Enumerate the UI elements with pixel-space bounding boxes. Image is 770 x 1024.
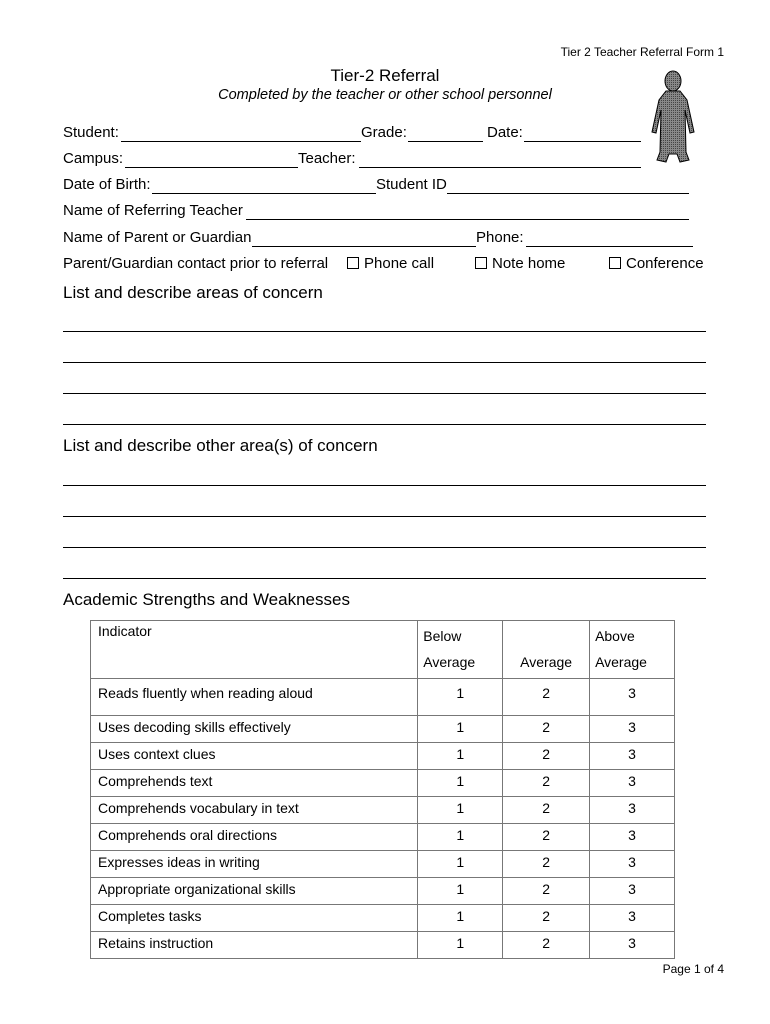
average-cell[interactable]: 2: [503, 824, 590, 851]
strengths-table: [90, 620, 675, 959]
referring-teacher-label: Name of Referring Teacher: [63, 202, 243, 219]
other-concerns-heading: List and describe other area(s) of concern: [63, 436, 378, 455]
concerns-line[interactable]: [63, 331, 706, 332]
other-concerns-line[interactable]: [63, 516, 706, 517]
checkbox-icon[interactable]: [347, 257, 359, 269]
table-row: [91, 743, 675, 770]
table-row: [91, 824, 675, 851]
referring-teacher-input[interactable]: [246, 219, 689, 220]
below-average-header: [418, 621, 503, 679]
note-home-option[interactable]: [475, 255, 565, 272]
student-input[interactable]: [121, 141, 361, 142]
checkbox-icon[interactable]: [609, 257, 621, 269]
indicator-cell: Comprehends vocabulary in text: [91, 797, 418, 824]
campus-label: Campus:: [63, 150, 124, 167]
form-label: Tier 2 Teacher Referral Form 1: [560, 45, 724, 59]
indicator-cell: Uses context clues: [91, 743, 418, 770]
above-average-cell[interactable]: 3: [590, 797, 675, 824]
page-subtitle: Completed by the teacher or other school personnel: [218, 87, 552, 103]
below-average-cell[interactable]: 1: [418, 797, 503, 824]
concerns-heading: List and describe areas of concern: [63, 283, 323, 302]
parent-input[interactable]: [252, 246, 476, 247]
above-average-cell[interactable]: 3: [590, 824, 675, 851]
page-number: Page 1 of 4: [662, 962, 724, 976]
table-row: [91, 797, 675, 824]
above-average-cell[interactable]: 3: [590, 878, 675, 905]
below-average-cell[interactable]: 1: [418, 716, 503, 743]
dob-input[interactable]: [152, 193, 376, 194]
date-input[interactable]: [524, 141, 641, 142]
concerns-line[interactable]: [63, 393, 706, 394]
referring-teacher-row: [63, 202, 706, 222]
below-average-cell[interactable]: 1: [418, 905, 503, 932]
average-cell[interactable]: 2: [503, 743, 590, 770]
table-row: [91, 770, 675, 797]
parent-row: [63, 229, 706, 249]
concerns-line[interactable]: [63, 424, 706, 425]
indicator-cell: Completes tasks: [91, 905, 418, 932]
indicator-cell: Retains instruction: [91, 932, 418, 959]
average-cell[interactable]: 2: [503, 679, 590, 716]
table-row: [91, 932, 675, 959]
above-average-cell[interactable]: 3: [590, 932, 675, 959]
campus-input[interactable]: [125, 167, 298, 168]
indicator-cell: Comprehends oral directions: [91, 824, 418, 851]
indicator-cell: Expresses ideas in writing: [91, 851, 418, 878]
table-row: [91, 716, 675, 743]
below-average-cell[interactable]: 1: [418, 878, 503, 905]
below-average-cell[interactable]: 1: [418, 824, 503, 851]
above-average-header: [590, 621, 675, 679]
above-average-cell[interactable]: 3: [590, 905, 675, 932]
indicator-header: Indicator: [91, 621, 418, 679]
below-average-cell[interactable]: 1: [418, 932, 503, 959]
average-cell[interactable]: 2: [503, 905, 590, 932]
other-concerns-line[interactable]: [63, 547, 706, 548]
other-concerns-line[interactable]: [63, 485, 706, 486]
student-id-input[interactable]: [447, 193, 689, 194]
indicator-cell: Reads fluently when reading aloud: [91, 679, 418, 716]
above-average-cell[interactable]: 3: [590, 679, 675, 716]
grade-label: Grade:: [361, 124, 407, 141]
contact-row: [63, 255, 713, 275]
indicator-cell: Appropriate organizational skills: [91, 878, 418, 905]
conference-option[interactable]: [609, 255, 704, 272]
average-cell[interactable]: 2: [503, 932, 590, 959]
phone-input[interactable]: [526, 246, 693, 247]
table-header-row: [91, 621, 675, 679]
grade-input[interactable]: [408, 141, 483, 142]
concerns-line[interactable]: [63, 362, 706, 363]
above-header-line1: Above: [595, 628, 635, 644]
dob-label: Date of Birth:: [63, 176, 151, 193]
dob-row: [63, 176, 706, 196]
student-row: [63, 124, 706, 144]
table-row: [91, 878, 675, 905]
page-title: Tier-2 Referral: [330, 66, 440, 85]
average-header: Average: [503, 621, 590, 679]
other-concerns-line[interactable]: [63, 578, 706, 579]
table-row: [91, 905, 675, 932]
average-cell[interactable]: 2: [503, 878, 590, 905]
teacher-label: Teacher:: [298, 150, 356, 167]
strengths-heading: Academic Strengths and Weaknesses: [63, 590, 350, 609]
phone-call-label: Phone call: [364, 255, 435, 272]
average-cell[interactable]: 2: [503, 797, 590, 824]
indicator-cell: Comprehends text: [91, 770, 418, 797]
table-row: [91, 851, 675, 878]
parent-label: Name of Parent or Guardian: [63, 229, 252, 246]
below-header-line2: Average: [423, 654, 476, 670]
contact-prior-label: Parent/Guardian contact prior to referral: [63, 255, 329, 272]
indicator-cell: Uses decoding skills effectively: [91, 716, 418, 743]
table-row: [91, 679, 675, 716]
below-average-cell[interactable]: 1: [418, 770, 503, 797]
above-average-cell[interactable]: 3: [590, 743, 675, 770]
checkbox-icon[interactable]: [475, 257, 487, 269]
student-label: Student:: [63, 124, 119, 141]
note-home-label: Note home: [492, 255, 566, 272]
average-cell[interactable]: 2: [503, 770, 590, 797]
below-average-cell[interactable]: 1: [418, 743, 503, 770]
average-cell[interactable]: 2: [503, 851, 590, 878]
campus-row: [63, 150, 706, 170]
average-cell[interactable]: 2: [503, 716, 590, 743]
below-header-line1: Below: [423, 628, 462, 644]
above-average-cell[interactable]: 3: [590, 716, 675, 743]
phone-label: Phone:: [476, 229, 524, 246]
above-average-cell[interactable]: 3: [590, 770, 675, 797]
above-header-line2: Average: [595, 654, 647, 670]
conference-label: Conference: [626, 255, 704, 272]
date-label: Date:: [487, 124, 523, 141]
above-average-cell[interactable]: 3: [590, 851, 675, 878]
below-average-cell[interactable]: 1: [418, 851, 503, 878]
teacher-input[interactable]: [359, 167, 641, 168]
student-id-label: Student ID: [376, 176, 447, 193]
below-average-cell[interactable]: 1: [418, 679, 503, 716]
phone-call-option[interactable]: [347, 255, 434, 272]
